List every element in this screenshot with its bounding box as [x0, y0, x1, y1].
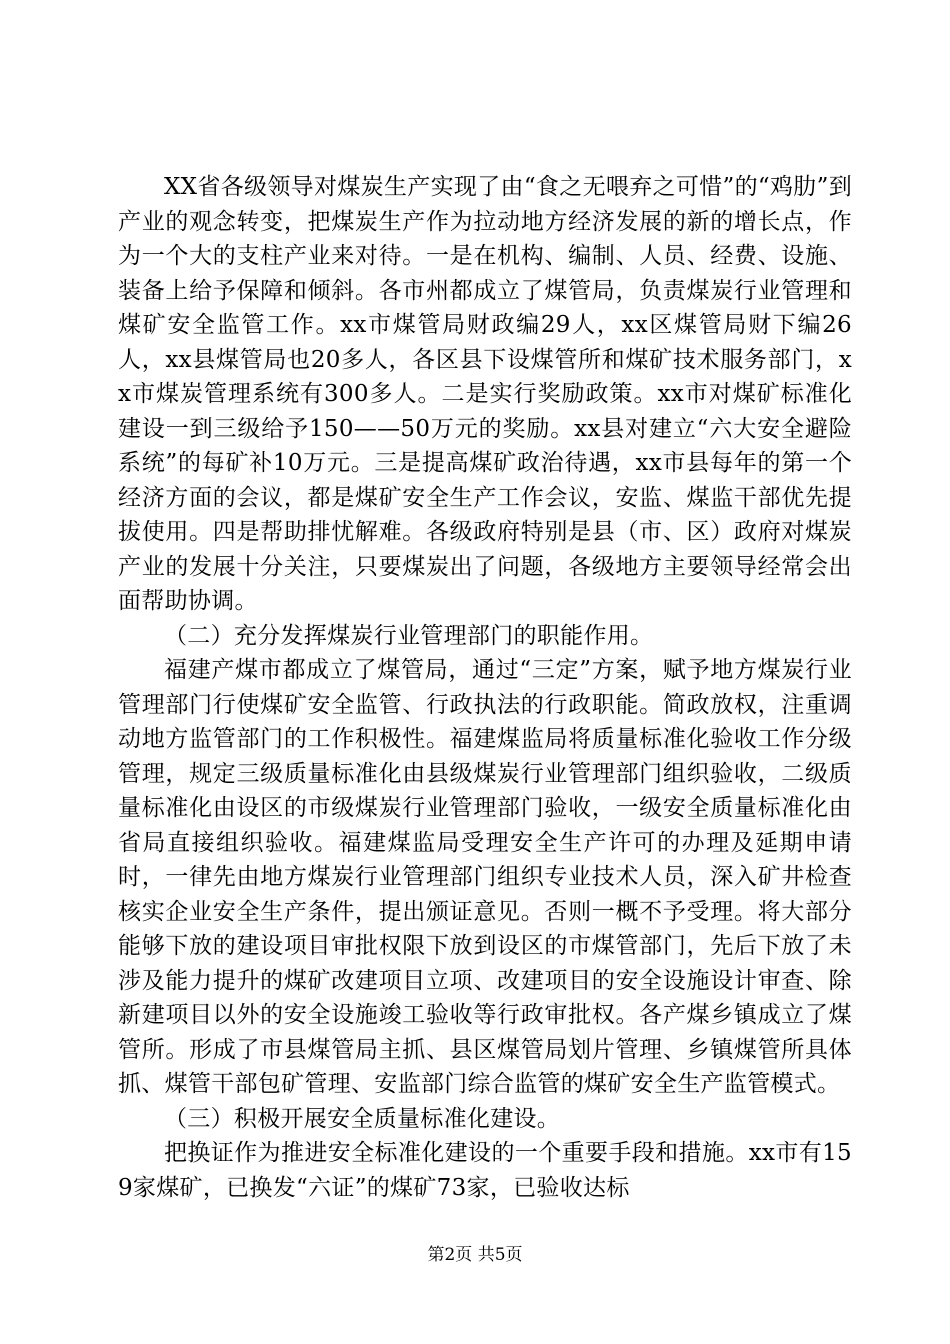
page-number-footer: 第2页 共5页 [427, 1245, 523, 1265]
section-heading-2: （二）充分发挥煤炭行业管理部门的职能作用。 [164, 622, 654, 649]
paragraph-1: XX省各级领导对煤炭生产实现了由“食之无喂弃之可惜”的“鸡肋”到产业的观念转变，把煤炭生产作为拉动地方经济发展的新的增长点，作为一个大的支柱产业来对待。一是在机构、编制、人员、经费、设施、装备上给予保障和倾斜。各市州都成立了煤管局，负责煤炭行业管理和煤矿安全监管工作。xx市煤管局财政编29人，xx区煤管局财下编26人，xx县煤管局也20多人，各区县下设煤管所和煤矿技术服务部门，xx市煤炭管理系统有300多人。二是实行奖励政策。xx市对煤矿标准化建设一到三级给予150——50万元的奖励。xx县对建立“六大安全避险系统”的每矿补10万元。三是提高煤矿政治待遇，xx市县每年的第一个经济方面的会议，都是煤矿安全生产工作会议，安监、煤监干部优先提拔使用。四是帮助排忧解难。各级政府特别是县（市、区）政府对煤炭产业的发展十分关注，只要煤炭出了问题，各级地方主要领导经常会出面帮助协调。 [118, 174, 852, 614]
document-body [118, 170, 852, 1205]
paragraph-2: 福建产煤市都成立了煤管局，通过“三定”方案，赋予地方煤炭行业管理部门行使煤矿安全监管、行政执法的行政职能。简政放权，注重调动地方监管部门的工作积极性。福建煤监局将质量标准化验收工作分级管理，规定三级质量标准化由县级煤炭行业管理部门组织验收，二级质量标准化由设区的市级煤炭行业管理部门验收，一级安全质量标准化由省局直接组织验收。福建煤监局受理安全生产许可的办理及延期申请时，一律先由地方煤炭行业管理部门组织专业技术人员，深入矿井检查核实企业安全生产条件，提出颁证意见。否则一概不予受理。将大部分能够下放的建设项目审批权限下放到设区的市煤管部门，先后下放了未涉及能力提升的煤矿改建项目立项、改建项目的安全设施设计审查、除新建项目以外的安全设施竣工验收等行政审批权。各产煤乡镇成立了煤管所。形成了市县煤管局主抓、县区煤管局划片管理、乡镇煤管所具体抓、煤管干部包矿管理、安监部门综合监管的煤矿安全生产监管模式。 [118, 657, 852, 1097]
section-heading-3: （三）积极开展安全质量标准化建设。 [164, 1105, 561, 1132]
paragraph-3: 把换证作为推进安全标准化建设的一个重要手段和措施。xx市有159家煤矿，已换发“六证”的煤矿73家，已验收达标 [118, 1140, 852, 1201]
